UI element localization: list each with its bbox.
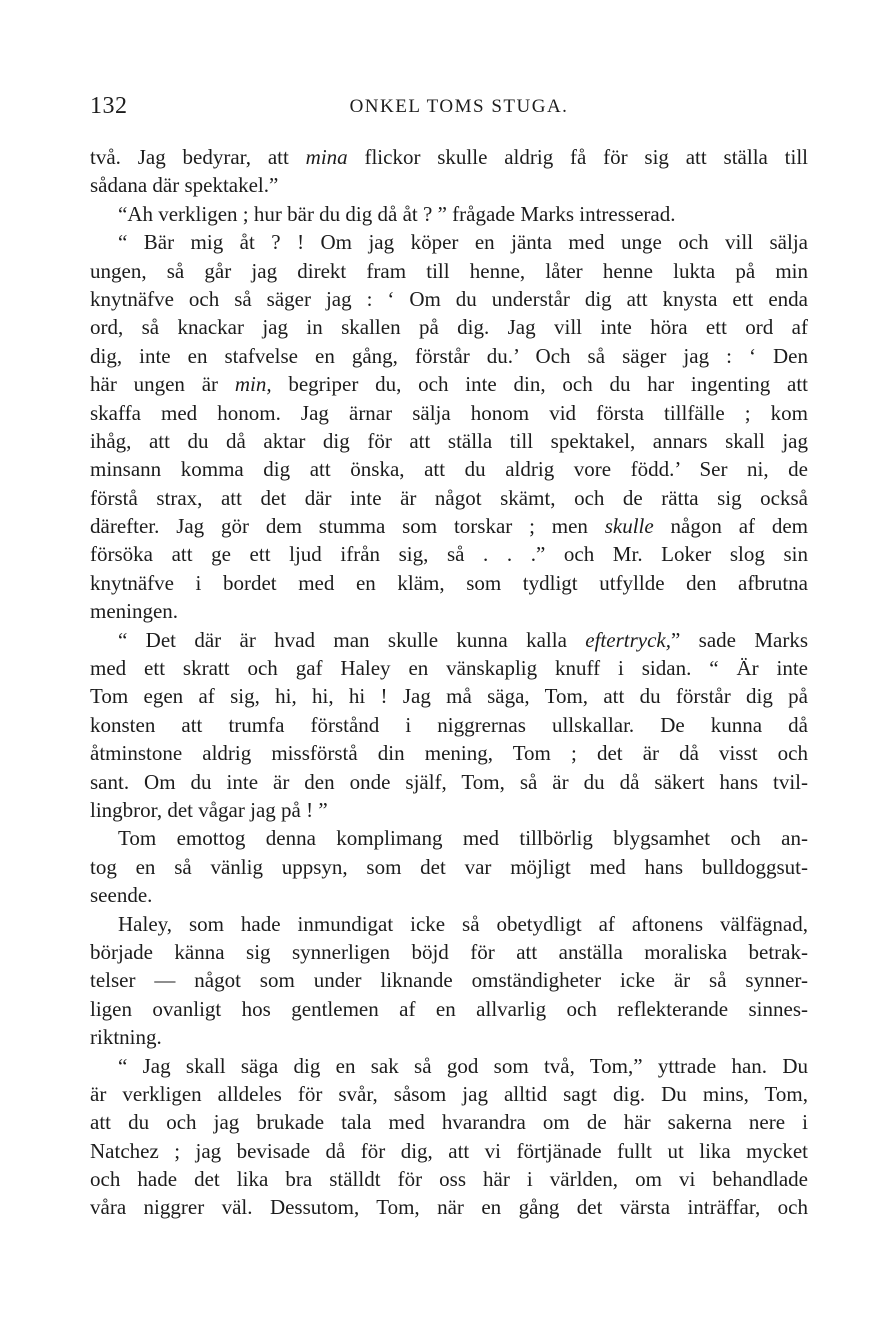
text-line: sådana där spektakel.” <box>90 173 279 198</box>
text-line: Tom emottog denna komplimang med tillbörlig blygsamhet och an- <box>118 826 808 851</box>
text-line: två. Jag bedyrar, att mina flickor skulle aldrig få för sig att ställa till <box>90 145 808 169</box>
text-line: lingbror, det vågar jag på ! ” <box>90 797 328 822</box>
text-line: därefter. Jag gör dem stumma som torskar ; men skulle någon af dem <box>90 514 808 539</box>
text-line: Haley, som hade inmundigat icke så obetydligt af aftonens välfägnad, <box>118 911 808 936</box>
text-line: dig, inte en stafvelse en gång, förstår du.’ Och så säger jag : ‘ Den <box>90 343 808 368</box>
text-line: ord, så knackar jag in skallen på dig. Jag vill inte höra ett ord af <box>90 315 808 340</box>
text-line: knytnäfve i bordet med en kläm, som tydligt utfyllde den afbrutna <box>90 570 808 595</box>
text-line: och hade det lika bra ställdt för oss här i världen, om vi behandlade <box>90 1167 808 1192</box>
text-line: Tom egen af sig, hi, hi, hi ! Jag må säga, Tom, att du förstår dig på <box>90 684 808 709</box>
text-line: “Ah verkligen ; hur bär du dig då åt ? ” frågade Marks intresserad. <box>118 201 676 226</box>
running-title: ONKEL TOMS STUGA. <box>349 96 569 117</box>
text-line: Natchez ; jag bevisade då för dig, att vi förtjänade fullt ut lika mycket <box>90 1138 808 1163</box>
text-line: “ Bär mig åt ? ! Om jag köper en jänta med unge och vill sälja <box>118 230 808 255</box>
text-line: är verkligen alldeles för svår, såsom jag alltid sagt dig. Du mins, Tom, <box>90 1081 808 1106</box>
text-line: “ Det där är hvad man skulle kunna kalla eftertryck,” sade Marks <box>118 627 808 652</box>
text-line: skaffa med honom. Jag ärnar sälja honom vid första tillfälle ; kom <box>90 400 808 425</box>
body-text <box>90 143 808 1222</box>
text-line: riktning. <box>90 1025 162 1050</box>
text-line: ligen ovanligt hos gentlemen af en allvarlig och reflekterande sinnes- <box>90 996 808 1021</box>
text-line: ihåg, att du då aktar dig för att ställa till spektakel, annars skall jag <box>90 428 808 453</box>
text-line: meningen. <box>90 599 179 624</box>
text-line: minsann komma dig att önska, att du aldrig vore född.’ Ser ni, de <box>90 457 808 482</box>
text-line: här ungen är min, begriper du, och inte din, och du har ingenting att <box>90 372 808 397</box>
text-line: sant. Om du inte är den onde själf, Tom, så är du då säkert hans tvil- <box>90 769 808 794</box>
text-line: konsten att trumfa förstånd i niggrernas ullskallar. De kunna då <box>90 712 808 737</box>
text-line: att du och jag brukade tala med hvarandra om de här sakerna nere i <box>90 1110 808 1135</box>
text-line: knytnäfve och så säger jag : ‘ Om du understår dig att knysta ett enda <box>90 286 808 311</box>
page-number: 132 <box>90 93 128 119</box>
text-line: med ett skratt och gaf Haley en vänskaplig knuff i sidan. “ Är inte <box>90 656 808 681</box>
text-line: “ Jag skall säga dig en sak så god som två, Tom,” yttrade han. Du <box>118 1053 808 1078</box>
page-header <box>90 93 808 123</box>
text-line: ungen, så går jag direkt fram till henne, låter henne lukta på min <box>90 258 808 283</box>
text-line: försöka att ge ett ljud ifrån sig, så . . .” och Mr. Loker slog sin <box>90 542 808 567</box>
text-line: telser — något som under liknande omständigheter icke är så synner- <box>90 968 808 993</box>
text-line: tog en så vänlig uppsyn, som det var möjligt med hans bulldoggsut- <box>90 854 808 879</box>
text-line: seende. <box>90 883 153 908</box>
text-line: förstå strax, att det där inte är något skämt, och de rätta sig också <box>90 485 808 510</box>
text-line: våra niggrer väl. Dessutom, Tom, när en gång det värsta inträffar, och <box>90 1195 808 1220</box>
text-line: började känna sig synnerligen böjd för att anställa moraliska betrak- <box>90 939 808 964</box>
text-line: åtminstone aldrig missförstå din mening, Tom ; det är då visst och <box>90 741 808 766</box>
